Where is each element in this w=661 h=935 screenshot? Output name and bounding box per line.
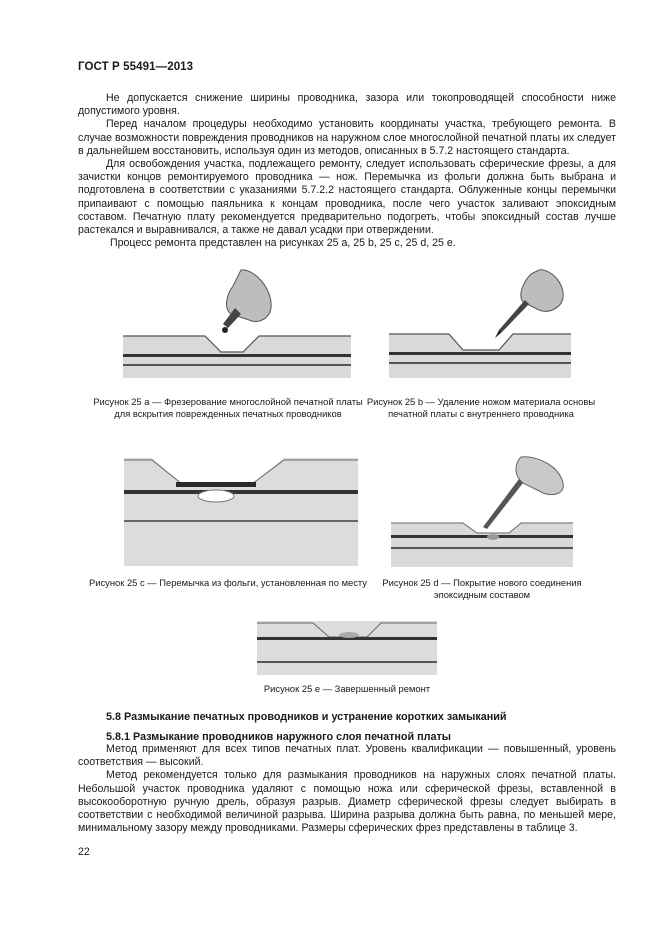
- figure-25a-caption: Рисунок 25 a — Фрезерование многослойной печатной платы для вскрытия поврежденных печатных проводников: [93, 396, 363, 420]
- figure-25c-image: [124, 458, 358, 566]
- figure-25c-caption: Рисунок 25 c — Перемычка из фольги, установленная по месту: [88, 577, 367, 588]
- page-number: 22: [78, 846, 90, 858]
- section-5-8-1-text: [78, 743, 616, 835]
- figure-25d-caption: Рисунок 25 d — Покрытие нового соединения эпоксидным составом: [382, 577, 582, 601]
- figure-25a-image: [123, 268, 351, 378]
- intro-text: [78, 92, 616, 250]
- paragraph: Метод рекомендуется только для размыкания проводников на наружных слоях печатной платы. Небольшой участок проводника удаляют с помощью ножа или сферической фрезы, вставленной в высокооборотную ручную дрель, образуя разрыв. Диаметр сферической фрезы следует выбирать в соответствии с необходимой величиной разрыва. Ширина разрыва должна быть равна, по меньшей мере, минимальному зазору между проводниками. Размеры сферических фрез представлены в таблице 3.: [78, 769, 616, 835]
- paragraph: Метод применяют для всех типов печатных плат. Уровень квалификации — повышенный, уровень соответствия — высокий.: [78, 743, 616, 769]
- paragraph: Перед началом процедуры необходимо установить координаты участка, требующего ремонта. В случае возможности повреждения проводников на наружном слое многослойной печатной платы их следует в дальнейшем восстановить, используя один из методов, описанных в 5.7.2 настоящего стандарта.: [78, 118, 616, 157]
- section-5-8-heading: 5.8 Размыкание печатных проводников и устранение коротких замыканий: [106, 711, 507, 723]
- standard-header: ГОСТ Р 55491—2013: [78, 61, 194, 73]
- figure-25e-image: [257, 621, 437, 675]
- figure-25b-image: [389, 268, 571, 378]
- paragraph: Для освобождения участка, подлежащего ремонту, следует использовать сферические фрезы, а для зачистки концов ремонтируемого проводника — нож. Перемычка из фольги должна быть выбрана и подготовлена в соответствии с указаниями 5.7.2.2 настоящего стандарта. Облуженные концы перемычки припаивают с помощью паяльника к концам проводника, после чего участок заливают эпоксидным составом. Печатную плату рекомендуется предварительно подогреть, чтобы эпоксидный состав лучше растекался и выравнивался, а также не давал усадки при отверждении.: [78, 158, 616, 237]
- figure-25b-caption: Рисунок 25 b — Удаление ножом материала основы печатной платы с внутреннего проводника: [366, 396, 596, 420]
- paragraph: Процесс ремонта представлен на рисунках 25 a, 25 b, 25 c, 25 d, 25 e.: [110, 237, 456, 250]
- paragraph: Не допускается снижение ширины проводника, зазора или токопроводящей способности ниже допустимого уровня.: [78, 92, 616, 118]
- figure-25e-caption: Рисунок 25 e — Завершенный ремонт: [263, 683, 431, 694]
- section-5-8-1-heading: 5.8.1 Размыкание проводников наружного слоя печатной платы: [106, 731, 452, 743]
- figure-25d-image: [391, 455, 573, 567]
